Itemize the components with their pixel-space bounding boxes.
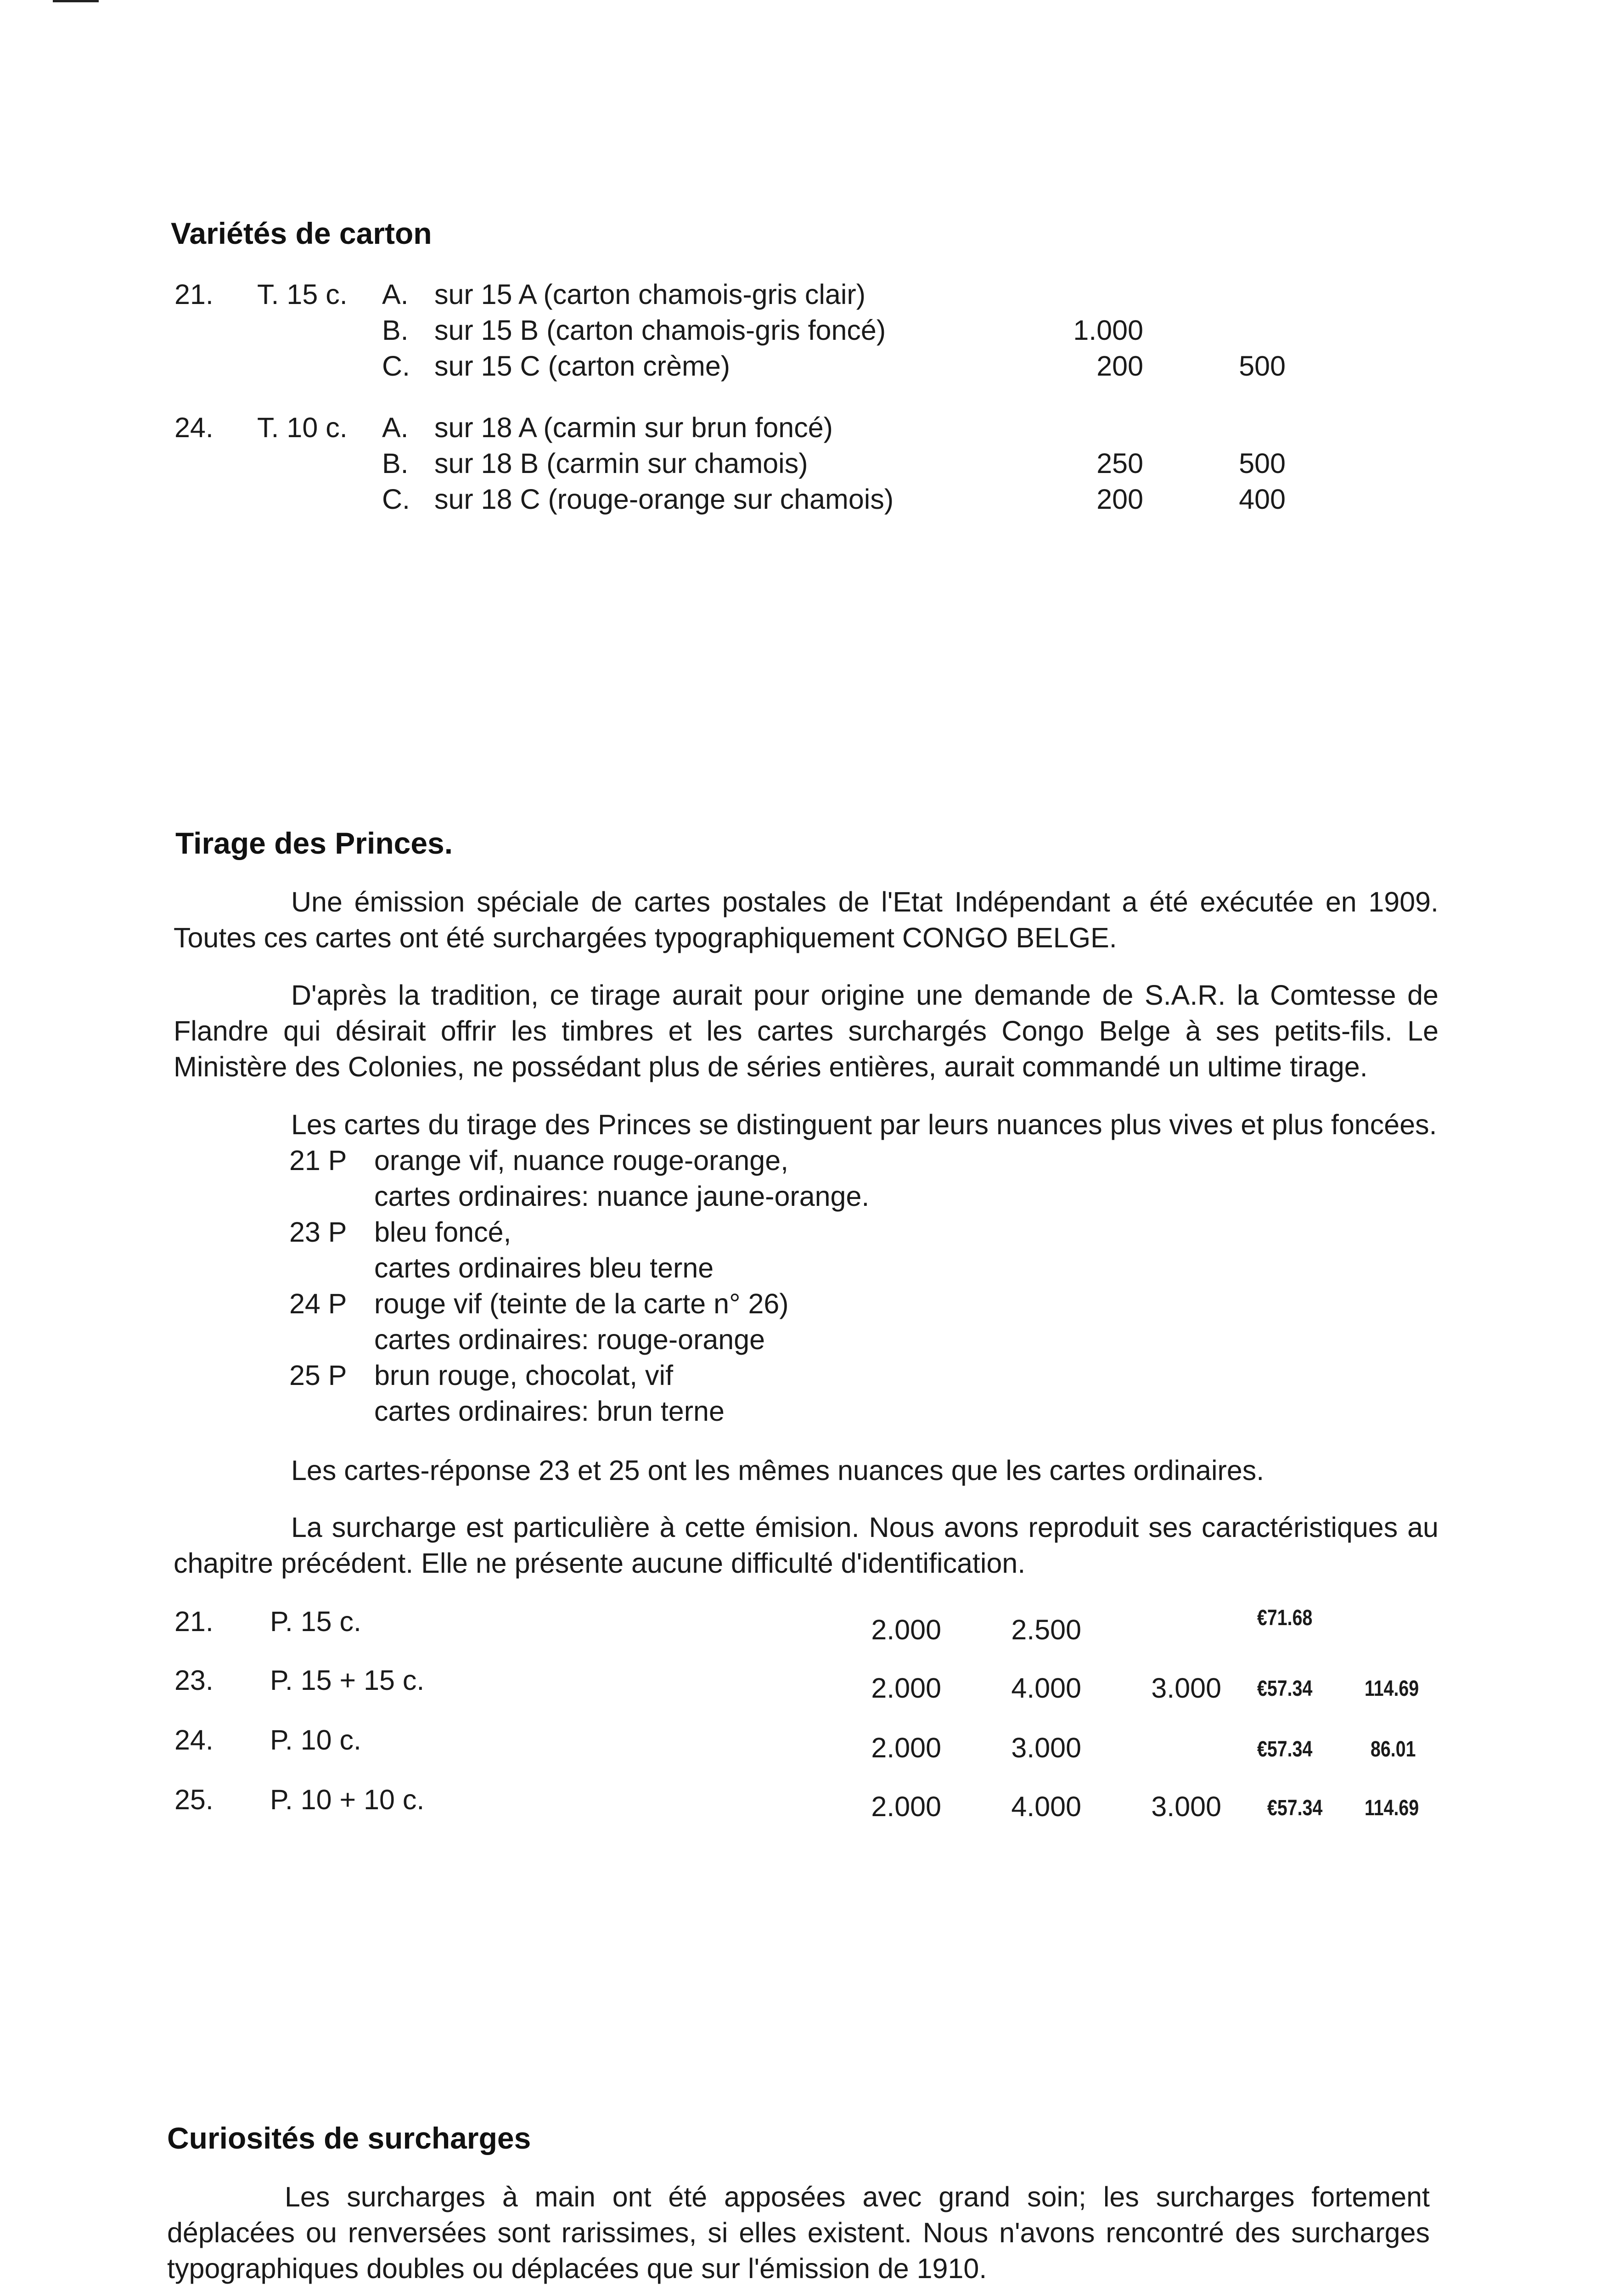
nuance-code: 23 P xyxy=(289,1216,347,1248)
paragraph-nuances-intro xyxy=(174,1107,1438,1142)
euro-price-1: €57.34 xyxy=(1257,1677,1313,1701)
value-2: 4.000 xyxy=(1011,1791,1081,1822)
row-number: 21. xyxy=(174,1606,214,1637)
nuance-line: cartes ordinaires: rouge-orange xyxy=(374,1324,765,1355)
nuance-line: bleu foncé, xyxy=(374,1216,511,1248)
row-value-1: 200 xyxy=(1096,350,1143,382)
value-2: 3.000 xyxy=(1011,1732,1081,1763)
section-title-tirage: Tirage des Princes. xyxy=(175,826,453,860)
row-number: 24. xyxy=(174,1724,214,1756)
nuance-line: brun rouge, chocolat, vif xyxy=(374,1360,674,1391)
value-1: 2.000 xyxy=(871,1791,941,1822)
nuance-line: cartes ordinaires: brun terne xyxy=(374,1396,725,1427)
group-type: T. 15 c. xyxy=(257,279,348,310)
row-letter: C. xyxy=(382,350,410,382)
row-value-1: 250 xyxy=(1096,448,1143,479)
row-desc: sur 18 B (carmin sur chamois) xyxy=(434,448,808,479)
euro-price-2: 114.69 xyxy=(1365,1796,1419,1820)
paragraph-text: La surcharge est particulière à cette émision. Nous avons reproduit ses caractéristiques au chapitre précédent. Elle ne présente aucune difficulté d'identification. xyxy=(174,1512,1438,1579)
euro-price-1: €71.68 xyxy=(1257,1606,1313,1630)
paragraph-text: Une émission spéciale de cartes postales de l'Etat Indépendant a été exécutée en 1909. Toutes ces cartes ont été surchargées typographiquement CONGO BELGE. xyxy=(174,886,1438,953)
nuance-line: cartes ordinaires: nuance jaune-orange. xyxy=(374,1181,870,1212)
section-title-curiosites: Curiosités de surcharges xyxy=(167,2121,531,2155)
row-letter: B. xyxy=(382,448,409,479)
euro-price-2: 86.01 xyxy=(1371,1737,1416,1761)
paragraph-cartes-reponse xyxy=(174,1452,1438,1488)
value-3: 3.000 xyxy=(1151,1791,1221,1822)
row-letter: C. xyxy=(382,484,410,515)
row-desc: sur 15 C (carton crème) xyxy=(434,350,730,382)
scan-corner-mark xyxy=(53,0,99,2)
paragraph-emission xyxy=(174,884,1438,956)
value-1: 2.000 xyxy=(871,1732,941,1763)
row-desc: P. 10 c. xyxy=(270,1724,361,1756)
row-desc: sur 18 A (carmin sur brun foncé) xyxy=(434,412,833,443)
paragraph-text: Les cartes du tirage des Princes se distinguent par leurs nuances plus vives et plus foncées. xyxy=(291,1109,1437,1140)
nuance-line: cartes ordinaires bleu terne xyxy=(374,1252,714,1283)
row-letter: B. xyxy=(382,315,409,346)
paragraph-text: D'après la tradition, ce tirage aurait pour origine une demande de S.A.R. la Comtesse de Flandre qui désirait offrir les timbres et les cartes surchargés Congo Belge à ses petits-fils. Le Ministère des Colonies, ne possédant plus de séries entières, aurait commandé un ultime tirage. xyxy=(174,979,1438,1082)
section-title-varietes: Variétés de carton xyxy=(171,216,432,250)
row-value-2: 500 xyxy=(1239,350,1286,382)
value-2: 4.000 xyxy=(1011,1672,1081,1704)
row-letter: A. xyxy=(382,279,409,310)
group-number: 24. xyxy=(174,412,214,443)
value-1: 2.000 xyxy=(871,1672,941,1704)
euro-price-1: €57.34 xyxy=(1257,1737,1313,1761)
nuance-code: 21 P xyxy=(289,1145,347,1176)
row-number: 25. xyxy=(174,1784,214,1815)
row-value-2: 400 xyxy=(1239,484,1286,515)
nuance-line: orange vif, nuance rouge-orange, xyxy=(374,1145,789,1176)
row-desc: P. 15 + 15 c. xyxy=(270,1665,425,1696)
row-desc: sur 18 C (rouge-orange sur chamois) xyxy=(434,484,894,515)
row-desc: sur 15 B (carton chamois-gris foncé) xyxy=(434,315,886,346)
paragraph-tradition xyxy=(174,977,1438,1085)
row-desc: P. 10 + 10 c. xyxy=(270,1784,425,1815)
row-value-1: 200 xyxy=(1096,484,1143,515)
group-number: 21. xyxy=(174,279,214,310)
value-1: 2.000 xyxy=(871,1614,941,1645)
paragraph-text: Les surcharges à main ont été apposées avec grand soin; les surcharges fortement déplacées ou renversées sont rarissimes, si elles existent. Nous n'avons rencontré des surcharges typographiques doubles ou déplacées que sur l'émission de 1910. xyxy=(167,2181,1430,2284)
row-value-1: 1.000 xyxy=(1073,315,1143,346)
euro-price-2: 114.69 xyxy=(1365,1677,1419,1701)
value-3: 3.000 xyxy=(1151,1672,1221,1704)
row-desc: P. 15 c. xyxy=(270,1606,361,1637)
euro-price-1: €57.34 xyxy=(1267,1796,1323,1820)
row-letter: A. xyxy=(382,412,409,443)
group-type: T. 10 c. xyxy=(257,412,348,443)
paragraph-curiosites xyxy=(167,2179,1430,2286)
nuance-line: rouge vif (teinte de la carte n° 26) xyxy=(374,1288,789,1319)
nuance-code: 25 P xyxy=(289,1360,347,1391)
paragraph-text: Les cartes-réponse 23 et 25 ont les mêmes nuances que les cartes ordinaires. xyxy=(291,1455,1264,1486)
row-value-2: 500 xyxy=(1239,448,1286,479)
nuance-code: 24 P xyxy=(289,1288,347,1319)
row-desc: sur 15 A (carton chamois-gris clair) xyxy=(434,279,866,310)
paragraph-surcharge xyxy=(174,1509,1438,1581)
value-2: 2.500 xyxy=(1011,1614,1081,1645)
row-number: 23. xyxy=(174,1665,214,1696)
